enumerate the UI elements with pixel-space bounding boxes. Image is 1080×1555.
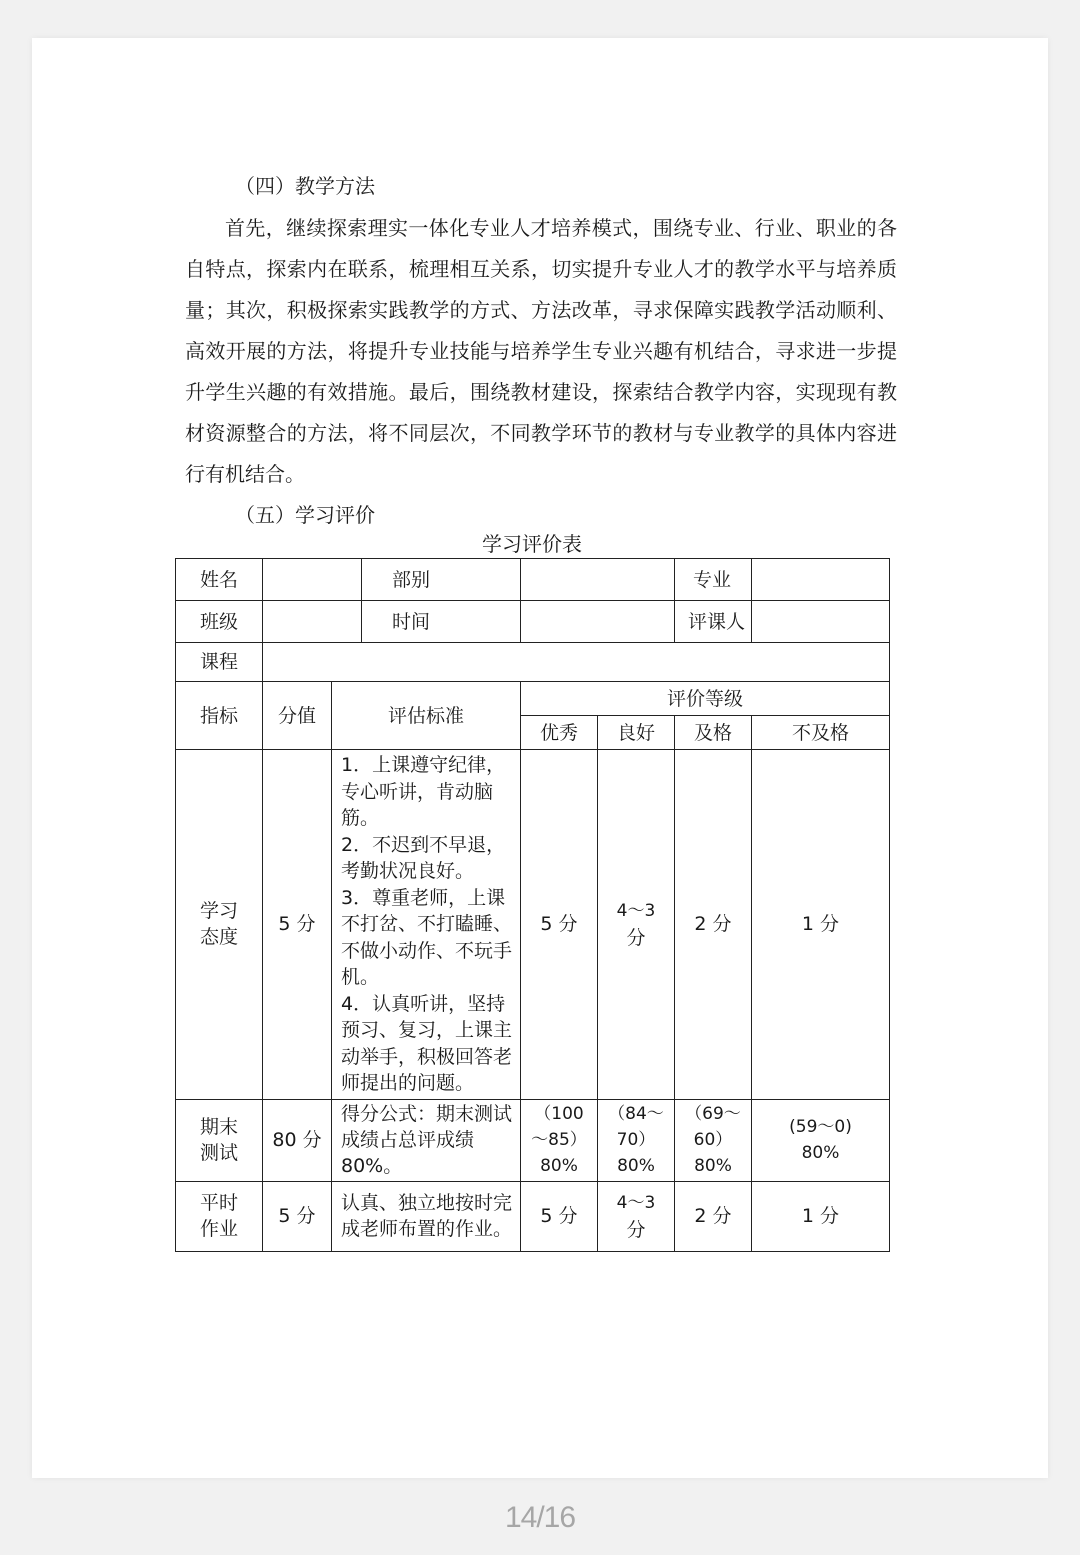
table-title: 学习评价表 xyxy=(482,532,582,556)
score-cell: 80 分 xyxy=(263,1099,332,1181)
indicator-cell xyxy=(176,750,263,1100)
table-row xyxy=(176,1099,890,1181)
pass-cell: 2 分 xyxy=(675,750,752,1100)
course-value-cell xyxy=(263,643,890,682)
good-text: 分 xyxy=(626,926,646,949)
fail-cell: 1 分 xyxy=(752,1181,890,1251)
name-label: 姓名 xyxy=(176,559,263,601)
page-indicator: 14/16 xyxy=(504,1501,576,1534)
pass-text: 80% xyxy=(694,1156,732,1176)
time-value-cell xyxy=(521,601,675,643)
indicator-text: 作业 xyxy=(199,1218,238,1240)
excellent-cell: 5 分 xyxy=(521,750,598,1100)
criteria-item: 2．不迟到不早退，考勤状况良好。 xyxy=(341,833,506,882)
class-value-cell xyxy=(263,601,362,643)
info-row-2 xyxy=(176,601,890,643)
score-cell: 5 分 xyxy=(263,1181,332,1251)
pass-text: 60） xyxy=(693,1130,733,1150)
fail-header: 不及格 xyxy=(752,716,890,750)
table-row xyxy=(176,750,890,1100)
good-text: 4～3 xyxy=(616,900,656,921)
pass-text: （69～ xyxy=(685,1104,741,1124)
time-label: 时间 xyxy=(362,601,521,643)
criteria-item: 3．尊重老师，上课不打岔、不打瞌睡、不做小动作、不玩手机。 xyxy=(341,886,513,988)
excellent-text: 80% xyxy=(540,1156,578,1176)
indicator-header: 指标 xyxy=(176,682,263,750)
indicator-text: 学习 xyxy=(199,900,238,923)
table-row xyxy=(176,1181,890,1251)
excellent-cell: 5 分 xyxy=(521,1181,598,1251)
section-heading-teaching-methods: （四）教学方法 xyxy=(235,174,375,198)
reviewer-label: 评课人 xyxy=(675,601,752,643)
pass-header: 及格 xyxy=(675,716,752,750)
indicator-cell xyxy=(176,1099,263,1181)
indicator-text: 态度 xyxy=(199,926,238,949)
class-label: 班级 xyxy=(176,601,263,643)
excellent-text: ～85） xyxy=(531,1130,587,1150)
teaching-methods-paragraph: 首先，继续探索理实一体化专业人才培养模式，围绕专业、行业、职业的各自特点，探索内在联系，梳理相互关系，切实提升专业人才的教学水平与培养质量；其次，积极探索实践教学的方式、方法改革，寻求保障实践教学活动顺利、高效开展的方法，将提升专业技能与培养学生专业兴趣有机结合，寻求进一步提升学生兴趣的有效措施。最后，围绕教材建设，探索结合教学内容，实现现有教材资源整合的方法，将不同层次，不同教学环节的教材与专业教学的具体内容进行有机结合。 xyxy=(185,216,897,486)
header-row-1 xyxy=(176,682,890,716)
indicator-cell xyxy=(176,1181,263,1251)
fail-cell: 1 分 xyxy=(752,750,890,1100)
info-row-1 xyxy=(176,559,890,601)
good-text: 分 xyxy=(626,1218,646,1241)
course-label: 课程 xyxy=(176,643,263,682)
grade-header: 评价等级 xyxy=(521,682,890,716)
department-label: 部别 xyxy=(362,559,521,601)
criteria-cell xyxy=(332,750,521,1100)
excellent-cell xyxy=(521,1099,598,1181)
pass-cell xyxy=(675,1099,752,1181)
fail-text: (59～0) xyxy=(789,1117,852,1137)
criteria-cell: 认真、独立地按时完成老师布置的作业。 xyxy=(332,1181,521,1251)
score-cell: 5 分 xyxy=(263,750,332,1100)
section-heading-learning-evaluation: （五）学习评价 xyxy=(235,503,375,527)
good-cell xyxy=(598,750,675,1100)
good-cell xyxy=(598,1181,675,1251)
major-label: 专业 xyxy=(675,559,752,601)
evaluation-table xyxy=(175,558,890,1252)
good-text: 70） xyxy=(616,1130,656,1150)
good-cell xyxy=(598,1099,675,1181)
fail-cell xyxy=(752,1099,890,1181)
department-value-cell xyxy=(521,559,675,601)
good-header: 良好 xyxy=(598,716,675,750)
name-value-cell xyxy=(263,559,362,601)
excellent-header: 优秀 xyxy=(521,716,598,750)
fail-text: 80% xyxy=(801,1143,840,1163)
criteria-header: 评估标准 xyxy=(332,682,521,750)
excellent-text: （100 xyxy=(534,1104,584,1124)
score-header: 分值 xyxy=(263,682,332,750)
good-text: 4～3 xyxy=(616,1192,656,1213)
indicator-text: 平时 xyxy=(199,1192,238,1214)
reviewer-value-cell xyxy=(752,601,890,643)
indicator-text: 测试 xyxy=(199,1142,238,1164)
criteria-item: 1．上课遵守纪律，专心听讲，肯动脑筋。 xyxy=(341,754,506,829)
criteria-item: 4．认真听讲，坚持预习、复习，上课主动举手，积极回答老师提出的问题。 xyxy=(341,992,513,1094)
good-text: （84～ xyxy=(608,1104,664,1124)
good-text: 80% xyxy=(617,1156,655,1176)
indicator-text: 期末 xyxy=(199,1116,238,1138)
course-row xyxy=(176,643,890,682)
major-value-cell xyxy=(752,559,890,601)
criteria-cell: 得分公式：期末测试成绩占总评成绩 80%。 xyxy=(332,1099,521,1181)
pass-cell: 2 分 xyxy=(675,1181,752,1251)
